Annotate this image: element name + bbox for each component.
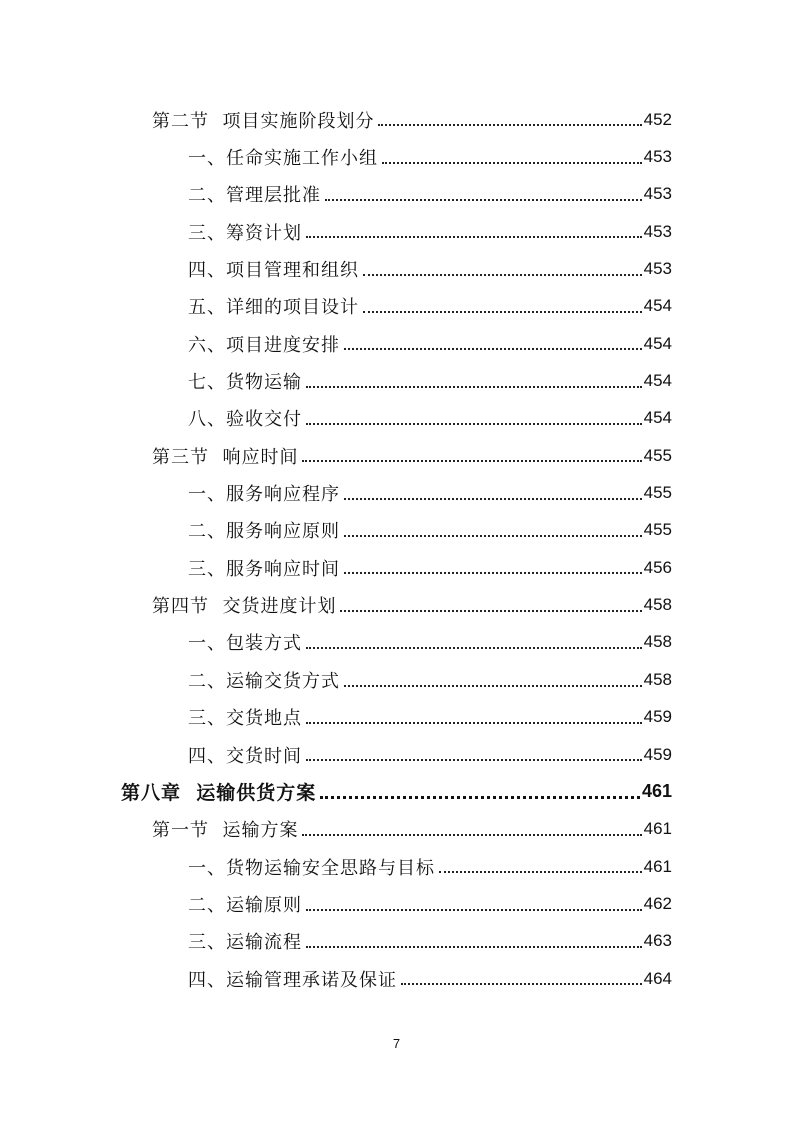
toc-entry-page: 459: [643, 707, 672, 727]
toc-entry-title: [188, 555, 340, 581]
toc-entry-title: [188, 181, 321, 207]
toc-entry-page: 454: [643, 371, 672, 391]
dot-leader: [340, 610, 641, 612]
toc-entry-title: [152, 443, 298, 469]
toc-entry-title: [152, 107, 374, 133]
dot-leader: [306, 722, 642, 724]
toc-entry-page: 462: [643, 893, 672, 913]
dot-leader: [363, 274, 642, 276]
toc-entry-page: 452: [643, 109, 672, 129]
dot-leader: [306, 386, 642, 388]
toc-entry[interactable]: [0, 437, 793, 474]
toc-entry-text: 运输供货方案: [196, 782, 317, 805]
toc-entry[interactable]: [0, 923, 793, 960]
toc-entry-title: [188, 256, 359, 282]
toc-entry-text: 运输原则: [226, 894, 302, 916]
toc-entry-label: 六、: [188, 334, 226, 356]
toc-entry-page: 454: [643, 333, 672, 353]
toc-entry-page: 461: [643, 819, 672, 839]
dot-leader: [401, 983, 642, 985]
toc-entry-page: 454: [643, 296, 672, 316]
toc-entry[interactable]: [0, 549, 793, 586]
toc-entry-text: 运输管理承诺及保证: [226, 969, 397, 991]
dot-leader: [306, 759, 642, 761]
toc-entry-title: [188, 219, 302, 245]
toc-entry-text: 响应时间: [222, 446, 299, 468]
toc-entry-page: 455: [643, 445, 672, 465]
toc-entry[interactable]: [0, 811, 793, 848]
toc-entry[interactable]: [0, 474, 793, 511]
dot-leader: [344, 572, 642, 574]
toc-entry-label: 二、: [188, 521, 226, 543]
toc-entry-label: 八、: [188, 409, 226, 431]
toc-entry-label: 第八章: [121, 782, 182, 805]
toc-entry-title: [188, 293, 359, 319]
toc-entry[interactable]: [0, 250, 793, 287]
toc-entry-text: 服务响应程序: [226, 484, 340, 506]
toc-entry-text: 交货进度计划: [222, 596, 337, 618]
toc-entry[interactable]: [0, 325, 793, 362]
toc-entry-text: 服务响应原则: [226, 521, 340, 543]
toc-entry-text: 运输方案: [222, 820, 299, 842]
toc-entry-text: 运输流程: [226, 932, 302, 954]
toc-entry-page: 453: [643, 221, 672, 241]
dot-leader: [378, 124, 641, 126]
page-number: 7: [392, 1036, 401, 1051]
toc-entry-title: [188, 704, 302, 730]
toc-entry[interactable]: [0, 101, 793, 138]
toc-entry-label: 第二节: [152, 110, 209, 132]
toc-entry[interactable]: [0, 848, 793, 885]
dot-leader: [325, 199, 642, 201]
toc-entry-title: [188, 405, 302, 431]
toc-entry-label: 四、: [188, 969, 226, 991]
toc-entry-title: [188, 928, 302, 954]
toc-entry-text: 筹资计划: [226, 222, 302, 244]
toc-entry-page: 464: [643, 968, 672, 988]
toc-entry-label: 二、: [188, 670, 226, 692]
toc-entry-title: [152, 816, 298, 842]
toc-entry-label: 二、: [188, 894, 226, 916]
toc-entry-page: 455: [643, 520, 672, 540]
dot-leader: [302, 460, 641, 462]
toc-entry-title: [188, 667, 340, 693]
toc-entry-title: [188, 480, 340, 506]
toc-entry-title: [188, 742, 302, 768]
toc-entry-text: 交货地点: [226, 708, 302, 730]
toc-entry-page: 463: [643, 931, 672, 951]
toc-entry-label: 一、: [188, 633, 226, 655]
toc-entry[interactable]: [0, 699, 793, 736]
toc-entry-label: 第四节: [152, 596, 209, 618]
toc-entry-page: 458: [643, 669, 672, 689]
toc-entry-title: [188, 629, 302, 655]
toc-entry-text: 项目进度安排: [226, 334, 340, 356]
toc-entry-page: 453: [643, 259, 672, 279]
toc-entry-text: 项目实施阶段划分: [222, 110, 375, 132]
dot-leader: [344, 348, 642, 350]
dot-leader: [439, 871, 642, 873]
toc-entry[interactable]: [0, 773, 793, 810]
toc-entry-page: 454: [643, 408, 672, 428]
toc-entry-page: 453: [643, 184, 672, 204]
toc-entry-page: 458: [643, 595, 672, 615]
toc-entry[interactable]: [0, 960, 793, 997]
toc-entry-page: 453: [643, 147, 672, 167]
toc-entry-label: 第三节: [152, 446, 209, 468]
toc-entry-title: [188, 854, 435, 880]
toc-entry-page: 456: [643, 557, 672, 577]
dot-leader: [344, 535, 642, 537]
toc-entry-text: 详细的项目设计: [226, 297, 359, 319]
dot-leader: [306, 946, 642, 948]
toc-entry-title: [188, 966, 397, 992]
toc-entry[interactable]: [0, 624, 793, 661]
dot-leader: [306, 647, 642, 649]
toc-entry[interactable]: [0, 736, 793, 773]
toc-entry-text: 运输交货方式: [226, 670, 340, 692]
toc-entry-label: 三、: [188, 708, 226, 730]
toc-entry[interactable]: [0, 362, 793, 399]
toc-entry[interactable]: [0, 512, 793, 549]
toc-entry-text: 管理层批准: [226, 185, 321, 207]
dot-leader: [363, 311, 642, 313]
toc-entry[interactable]: [0, 288, 793, 325]
toc-entry-label: 七、: [188, 372, 226, 394]
toc-entry-label: 三、: [188, 558, 226, 580]
toc-entry-text: 任命实施工作小组: [226, 148, 378, 170]
toc-entry-text: 验收交付: [226, 409, 302, 431]
toc-entry-page: 459: [643, 744, 672, 764]
toc-entry-text: 货物运输: [226, 372, 302, 394]
toc-entry-label: 三、: [188, 222, 226, 244]
toc-entry-page: 455: [643, 483, 672, 503]
toc-entry-page: 458: [643, 632, 672, 652]
dot-leader: [344, 685, 642, 687]
toc-entry[interactable]: [0, 213, 793, 250]
toc-entry[interactable]: [0, 400, 793, 437]
toc-entry-page: 461: [641, 781, 672, 802]
toc-entry-text: 货物运输安全思路与目标: [226, 857, 435, 879]
toc-entry-label: 二、: [188, 185, 226, 207]
toc-entry[interactable]: [0, 138, 793, 175]
toc-entry-title: [121, 778, 316, 805]
toc-entry-text: 包装方式: [226, 633, 302, 655]
toc-entry-label: 一、: [188, 857, 226, 879]
toc-entry-title: [188, 331, 340, 357]
dot-leader: [306, 423, 642, 425]
toc-entry[interactable]: [0, 176, 793, 213]
toc-entry[interactable]: [0, 661, 793, 698]
toc-entry-title: [152, 592, 336, 618]
toc-entry[interactable]: [0, 885, 793, 922]
toc-entry-label: 第一节: [152, 820, 209, 842]
dot-leader: [306, 909, 642, 911]
table-of-contents: [0, 101, 793, 997]
toc-entry-label: 一、: [188, 484, 226, 506]
dot-leader: [344, 498, 642, 500]
toc-entry-label: 五、: [188, 297, 226, 319]
dot-leader: [306, 236, 642, 238]
dot-leader: [320, 796, 640, 799]
toc-entry-label: 三、: [188, 932, 226, 954]
toc-entry-title: [188, 368, 302, 394]
toc-entry-text: 服务响应时间: [226, 558, 340, 580]
toc-entry-page: 461: [643, 856, 672, 876]
toc-entry-title: [188, 144, 378, 170]
toc-entry-label: 一、: [188, 148, 226, 170]
dot-leader: [302, 834, 641, 836]
dot-leader: [382, 162, 642, 164]
toc-entry-text: 项目管理和组织: [226, 260, 359, 282]
toc-entry[interactable]: [0, 586, 793, 623]
toc-entry-label: 四、: [188, 745, 226, 767]
toc-entry-text: 交货时间: [226, 745, 302, 767]
toc-entry-title: [188, 517, 340, 543]
toc-entry-title: [188, 891, 302, 917]
toc-entry-label: 四、: [188, 260, 226, 282]
